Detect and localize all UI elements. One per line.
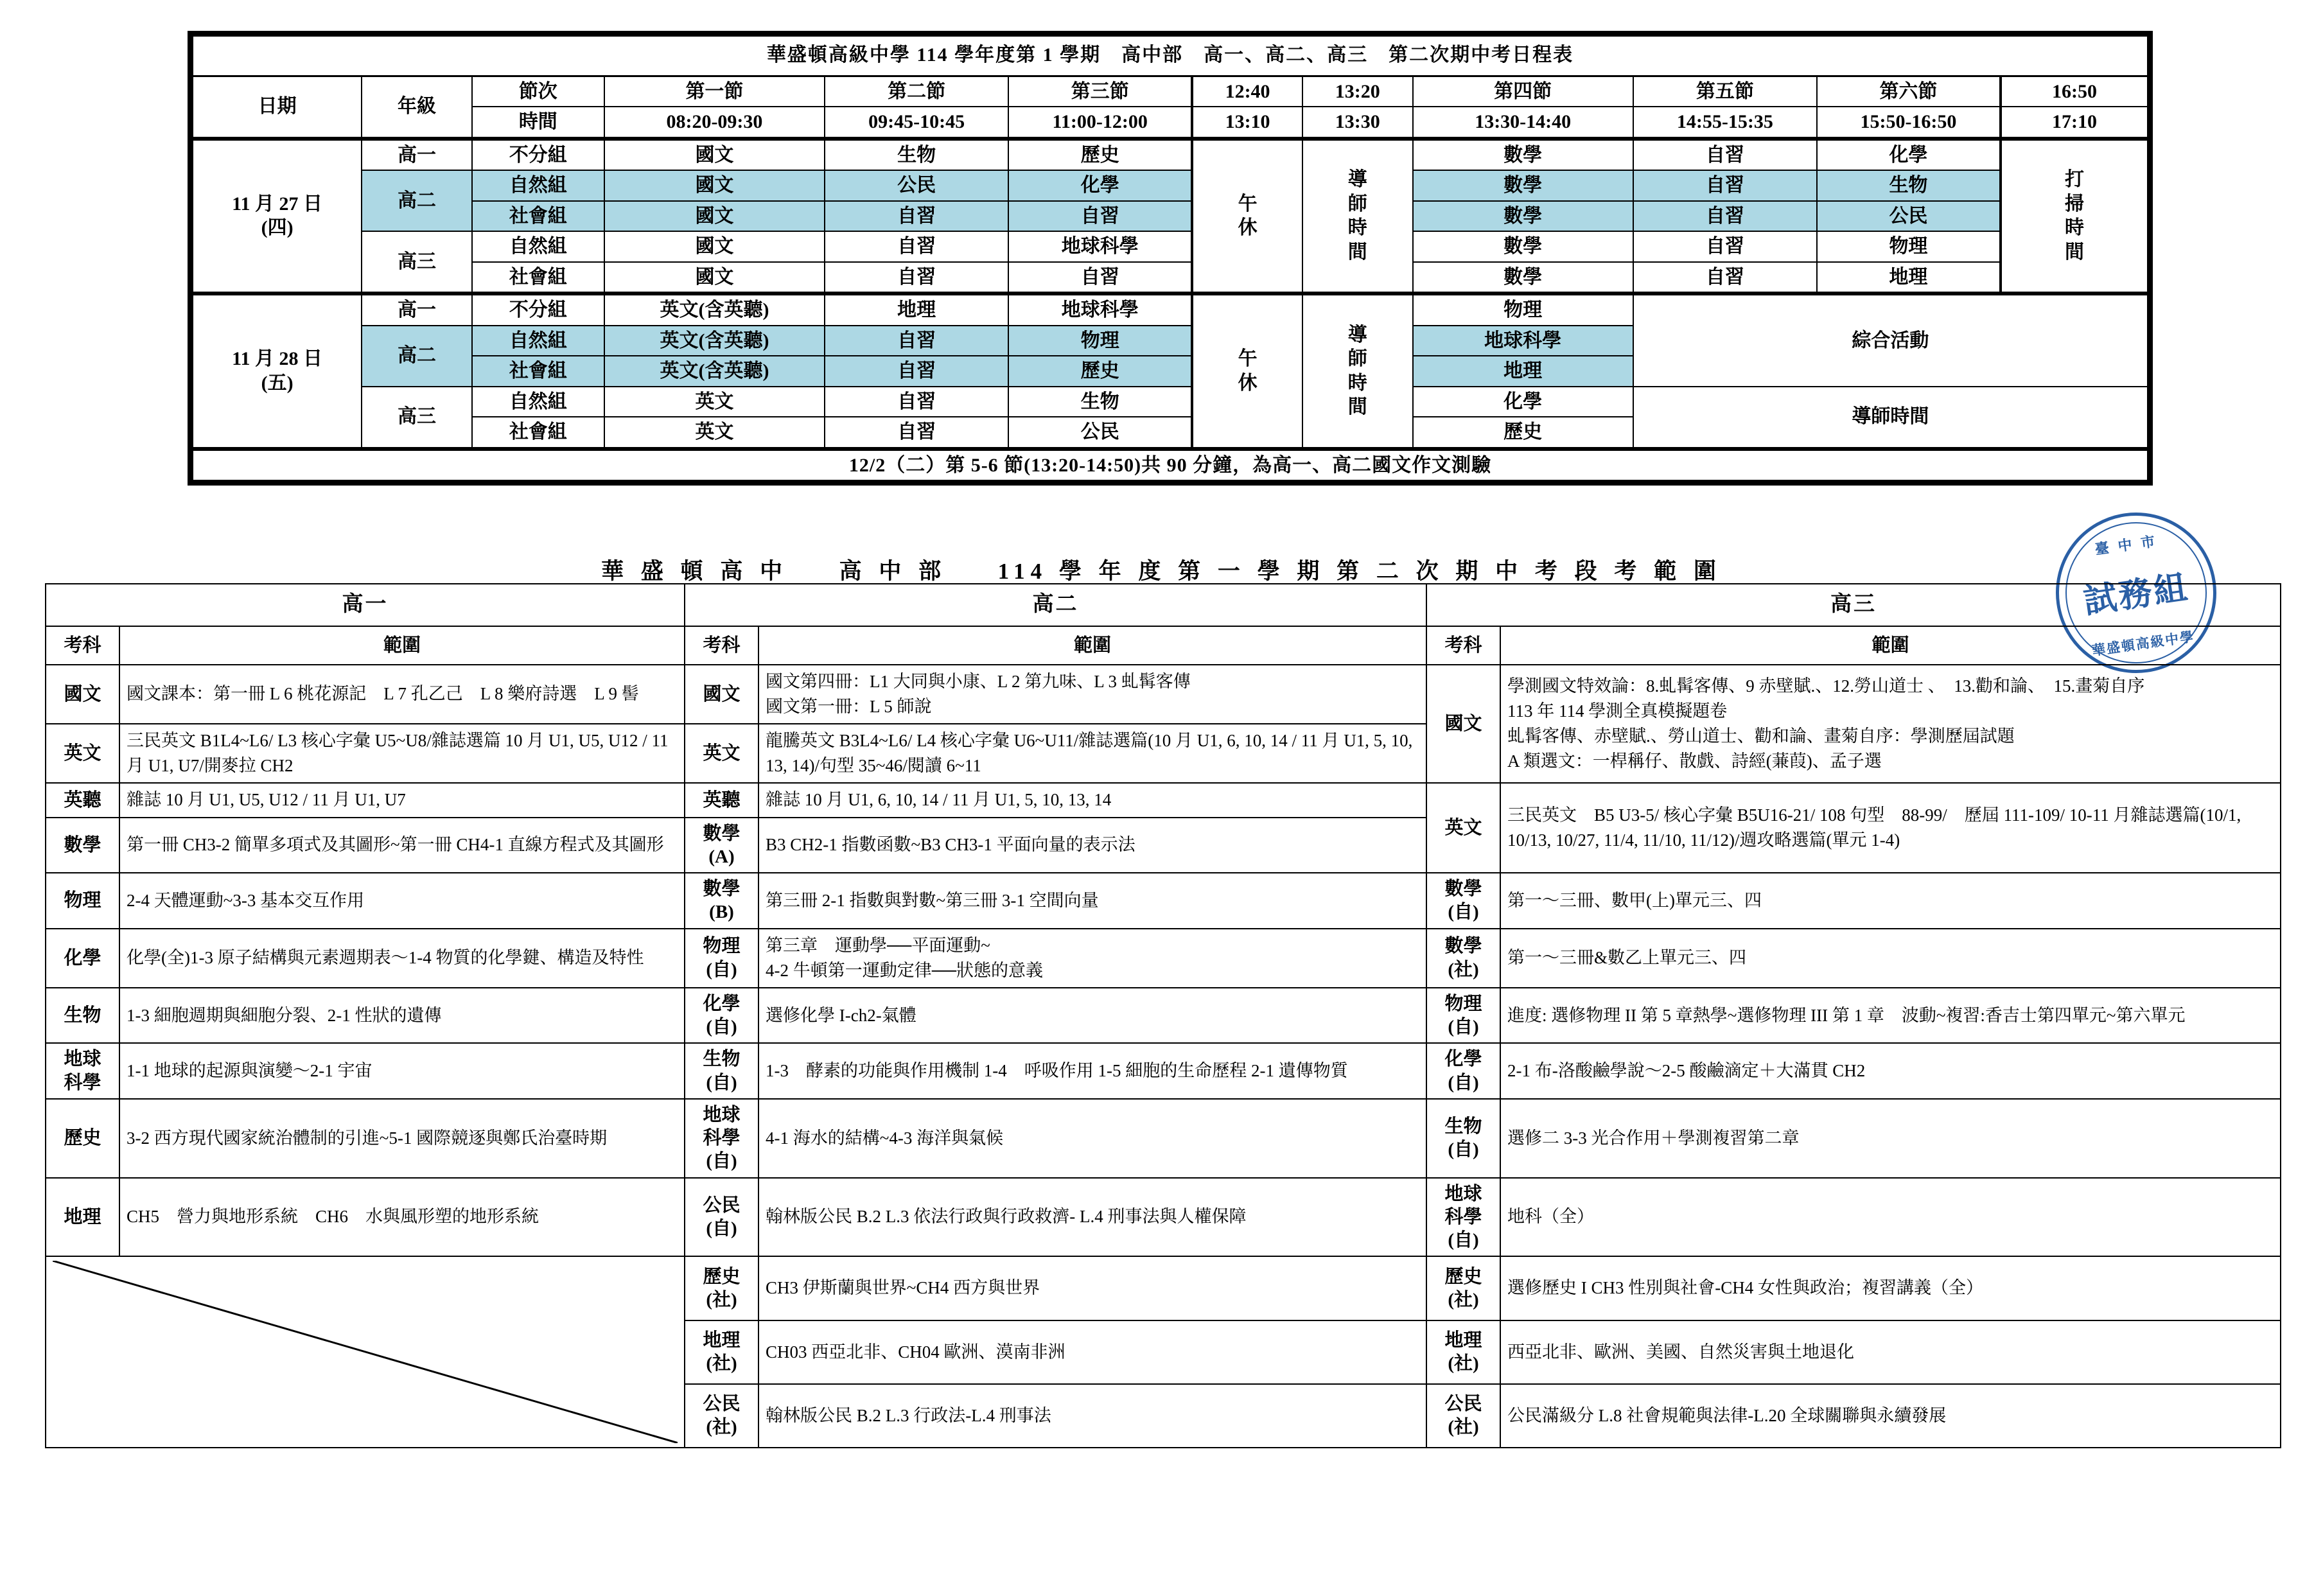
table-row xyxy=(46,783,2281,817)
g2-subject-9-l2: (自) xyxy=(706,1218,737,1239)
g1-range-0: 國文課本：第一冊 L 6 桃花源記 L 7 孔乙己 L 8 樂府詩選 L 9 髻 xyxy=(119,665,685,724)
day1-cleanup: 打 掃 時 間 xyxy=(2001,139,2148,294)
g2-subject-5-l1: 物理 xyxy=(703,936,741,957)
g3-range-10: 公民滿級分 L.8 社會規範與法律-L.20 全球關聯與永續發展 xyxy=(1500,1384,2281,1448)
day1-r0-p2: 生物 xyxy=(825,139,1008,171)
g1-empty-diagonal-cell xyxy=(46,1256,685,1448)
scope-col-subject-2: 考科 xyxy=(685,626,758,665)
g2-range-7: 1-3 酵素的功能與作用機制 1-4 呼吸作用 1-5 細胞的生命歷程 2-1 遺傳物質 xyxy=(758,1043,1426,1099)
header-cleanup-start: 16:50 xyxy=(2001,76,2148,107)
g2-subject-7-l2: (自) xyxy=(706,1072,737,1093)
g1-range-8: 3-2 西方現代國家統治體制的引進~5-1 國際競逐與鄭氏治臺時期 xyxy=(119,1099,685,1178)
g1-subject-6: 生物 xyxy=(46,988,119,1044)
scope-col-range-3: 範圍 xyxy=(1500,626,2281,665)
g3-subject-8-l2: (社) xyxy=(1448,1289,1479,1310)
g2-range-2: 雜誌 10 月 U1, 6, 10, 14 / 11 月 U1, 5, 10, 13, 14 xyxy=(758,783,1426,817)
day1-r1-p4: 數學 xyxy=(1413,170,1633,201)
g2-subject-7 xyxy=(685,1043,758,1099)
scope-table xyxy=(45,583,2281,1448)
g3-subject-2-l2: (自) xyxy=(1448,902,1479,923)
day1-r2-p4: 數學 xyxy=(1413,201,1633,232)
header-period-3: 第三節 xyxy=(1008,76,1192,107)
day1-r1-group: 自然組 xyxy=(472,170,604,201)
day2-r1-p1: 英文(含英聽) xyxy=(604,326,825,356)
header-time-5: 14:55-15:35 xyxy=(1633,107,1817,139)
g2-subject-12-l1: 公民 xyxy=(703,1394,741,1415)
day2-r4-p1: 英文 xyxy=(604,417,825,449)
g3-subject-0: 國文 xyxy=(1426,665,1500,784)
header-time-3: 11:00-12:00 xyxy=(1008,107,1192,139)
day2-r0-grade: 高一 xyxy=(362,294,472,326)
g2-subject-11-l1: 地理 xyxy=(703,1329,741,1351)
g1-subject-9: 地理 xyxy=(46,1178,119,1257)
header-grade: 年級 xyxy=(362,76,472,139)
day2-r2-p1: 英文(含英聽) xyxy=(604,356,825,387)
g1-subject-3: 數學 xyxy=(46,818,119,873)
g2-subject-10 xyxy=(685,1256,758,1320)
day2-r1-grade: 高二 xyxy=(362,326,472,387)
g3-subject-6-l2: (自) xyxy=(1448,1139,1479,1161)
g1-subject-8: 歷史 xyxy=(46,1099,119,1178)
day1-r3-p1: 國文 xyxy=(604,231,825,262)
g3-subject-5 xyxy=(1426,1043,1500,1099)
header-time-label: 時間 xyxy=(472,107,604,139)
g1-range-5: 化學(全)1-3 原子結構與元素週期表～1-4 物質的化學鍵、構造及特性 xyxy=(119,929,685,988)
day2-r3-p4: 化學 xyxy=(1413,387,1633,417)
seal-bottom-text: 華盛頓高級中學 xyxy=(2091,629,2196,659)
g2-subject-4-l2: (B) xyxy=(709,902,734,923)
table-row xyxy=(193,387,2148,417)
day1-r0-p4: 數學 xyxy=(1413,139,1633,171)
g2-subject-9-l1: 公民 xyxy=(703,1195,741,1216)
g2-range-8: 4-1 海水的結構~4-3 海洋與氣候 xyxy=(758,1099,1426,1178)
day1-r2-p6: 公民 xyxy=(1817,201,2001,232)
table-row xyxy=(46,1256,2281,1320)
g2-subject-6 xyxy=(685,988,758,1044)
g2-subject-11-l2: (社) xyxy=(706,1353,737,1374)
g3-subject-7 xyxy=(1426,1178,1500,1257)
g1-range-1: 三民英文 B1L4~L6/ L3 核心字彙 U5~U8/雜誌選篇 10 月 U1, U5, U12 / 11 月 U1, U7/開麥拉 CH2 xyxy=(119,724,685,783)
scope-grade-header-row xyxy=(46,584,2281,626)
day1-r4-p6: 地理 xyxy=(1817,262,2001,294)
table-row xyxy=(193,231,2148,262)
g2-subject-8-l3: (自) xyxy=(706,1151,737,1172)
day2-r0-p3: 地球科學 xyxy=(1008,294,1192,326)
table-row xyxy=(46,1099,2281,1178)
day2-r4-p2: 自習 xyxy=(825,417,1008,449)
g3-range-3: 第一～三冊&數乙上單元三、四 xyxy=(1500,929,2281,988)
day2-homeroom: 導 師 時 間 xyxy=(1302,294,1413,449)
g2-subject-4 xyxy=(685,873,758,929)
scope-grade-2: 高二 xyxy=(685,584,1426,626)
g3-range-6: 選修二 3-3 光合作用＋學測複習第二章 xyxy=(1500,1099,2281,1178)
day2-r2-p2: 自習 xyxy=(825,356,1008,387)
g2-subject-5 xyxy=(685,929,758,988)
day2-r2-p4: 地理 xyxy=(1413,356,1633,387)
day2-r1-group: 自然組 xyxy=(472,326,604,356)
table-row xyxy=(46,665,2281,724)
g1-subject-0: 國文 xyxy=(46,665,119,724)
day1-r4-p3: 自習 xyxy=(1008,262,1192,294)
g2-range-10: CH3 伊斯蘭與世界~CH4 西方與世界 xyxy=(758,1256,1426,1320)
g3-subject-3-l1: 數學 xyxy=(1444,936,1482,957)
day2-r1-p2: 自習 xyxy=(825,326,1008,356)
day2-r4-p4: 歷史 xyxy=(1413,417,1633,449)
g2-range-3: B3 CH2-1 指數函數~B3 CH3-1 平面向量的表示法 xyxy=(758,818,1426,873)
day1-date-line2: (四) xyxy=(261,217,294,239)
g3-subject-6 xyxy=(1426,1099,1500,1178)
g1-subject-4: 物理 xyxy=(46,873,119,929)
day2-r4-group: 社會組 xyxy=(472,417,604,449)
day1-r1-p1: 國文 xyxy=(604,170,825,201)
g2-subject-3 xyxy=(685,818,758,873)
g3-subject-8-l1: 歷史 xyxy=(1444,1266,1482,1287)
header-homeroom-end: 13:30 xyxy=(1302,107,1413,139)
day2-r0-p2: 地理 xyxy=(825,294,1008,326)
g3-subject-5-l2: (自) xyxy=(1448,1072,1479,1093)
g1-range-7: 1-1 地球的起源與演變～2-1 宇宙 xyxy=(119,1043,685,1099)
schedule-footnote: 12/2（二）第 5-6 節(13:20-14:50)共 90 分鐘，為高一、高二國文作文測驗 xyxy=(193,449,2148,481)
day2-afternoon-1: 綜合活動 xyxy=(1633,294,2148,387)
header-time-6: 15:50-16:50 xyxy=(1817,107,2001,139)
g3-subject-10-l1: 公民 xyxy=(1444,1394,1482,1415)
day1-r1-grade: 高二 xyxy=(362,170,472,231)
scope-column-header-row xyxy=(46,626,2281,665)
seal-center-text: 試務組 xyxy=(2081,569,2192,621)
schedule-title: 華盛頓高級中學 114 學年度第 1 學期 高中部 高一、高二、高三 第二次期中考日程表 xyxy=(193,36,2148,76)
g2-subject-10-l1: 歷史 xyxy=(703,1266,741,1287)
g2-subject-3-l1: 數學 xyxy=(703,823,741,844)
day2-r2-group: 社會組 xyxy=(472,356,604,387)
g3-subject-9 xyxy=(1426,1320,1500,1384)
g2-subject-5-l2: (自) xyxy=(706,959,737,980)
scope-col-subject-3: 考科 xyxy=(1426,626,1500,665)
day1-date-line1: 11 月 27 日 xyxy=(232,193,323,215)
header-period-1: 第一節 xyxy=(604,76,825,107)
g2-subject-8-l2: 科學 xyxy=(703,1128,741,1149)
day2-r3-p2: 自習 xyxy=(825,387,1008,417)
day2-r0-p1: 英文(含英聽) xyxy=(604,294,825,326)
g1-subject-1: 英文 xyxy=(46,724,119,783)
g2-subject-9 xyxy=(685,1178,758,1257)
day1-date xyxy=(193,139,362,294)
g1-subject-5: 化學 xyxy=(46,929,119,988)
day1-r4-group: 社會組 xyxy=(472,262,604,294)
g3-subject-9-l2: (社) xyxy=(1448,1353,1479,1374)
g3-subject-10 xyxy=(1426,1384,1500,1448)
g3-subject-8 xyxy=(1426,1256,1500,1320)
g3-subject-2 xyxy=(1426,873,1500,929)
table-row xyxy=(46,1043,2281,1099)
g3-subject-7-l2: 科學 xyxy=(1444,1206,1482,1227)
g3-subject-9-l1: 地理 xyxy=(1444,1329,1482,1351)
day1-r0-group: 不分組 xyxy=(472,139,604,171)
day2-r0-p4: 物理 xyxy=(1413,294,1633,326)
day1-r2-p3: 自習 xyxy=(1008,201,1192,232)
header-time-1: 08:20-09:30 xyxy=(604,107,825,139)
g2-range-9: 翰林版公民 B.2 L.3 依法行政與行政救濟- L.4 刑事法與人權保障 xyxy=(758,1178,1426,1257)
day1-homeroom: 導 師 時 間 xyxy=(1302,139,1413,294)
day1-r2-p2: 自習 xyxy=(825,201,1008,232)
day2-r2-p3: 歷史 xyxy=(1008,356,1192,387)
g3-subject-1: 英文 xyxy=(1426,783,1500,873)
g3-subject-7-l1: 地球 xyxy=(1444,1183,1482,1204)
day1-r3-group: 自然組 xyxy=(472,231,604,262)
g2-subject-0: 國文 xyxy=(685,665,758,724)
day1-r1-p3: 化學 xyxy=(1008,170,1192,201)
g2-subject-7-l1: 生物 xyxy=(703,1049,741,1070)
header-lunch-end: 13:10 xyxy=(1192,107,1302,139)
header-period-label: 節次 xyxy=(472,76,604,107)
scope-col-subject-1: 考科 xyxy=(46,626,119,665)
g2-subject-3-l2: (A) xyxy=(708,846,735,867)
g3-range-9: 西亞北非、歐洲、美國、自然災害與土地退化 xyxy=(1500,1320,2281,1384)
day1-r4-p5: 自習 xyxy=(1633,262,1817,294)
day2-r3-p1: 英文 xyxy=(604,387,825,417)
day1-r1-p6: 生物 xyxy=(1817,170,2001,201)
g2-subject-12-l2: (社) xyxy=(706,1417,737,1438)
day2-r0-group: 不分組 xyxy=(472,294,604,326)
day1-r3-p2: 自習 xyxy=(825,231,1008,262)
header-cleanup-end: 17:10 xyxy=(2001,107,2148,139)
g3-subject-4 xyxy=(1426,988,1500,1044)
g3-range-5: 2-1 布-洛酸鹼學說～2-5 酸鹼滴定＋大滿貫 CH2 xyxy=(1500,1043,2281,1099)
g1-subject-7-l2: 科學 xyxy=(64,1072,101,1093)
day1-r4-p1: 國文 xyxy=(604,262,825,294)
g2-subject-4-l1: 數學 xyxy=(703,879,741,900)
g3-range-0: 學測國文特效論：8.虬髯客傳、9 赤壁賦.、12.勞山道士 、 13.勸和論、 15.畫菊自序 113 年 114 學測全真模擬題卷 虬髯客傳、赤壁賦.、勞山道士、勸和論、畫菊自序：學測歷屆試題 A 類選文：一桿稱仔、散戲、詩經(蒹葭)、孟子選 xyxy=(1500,665,2281,784)
g1-subject-7 xyxy=(46,1043,119,1099)
day1-r0-grade: 高一 xyxy=(362,139,472,171)
g3-range-8: 選修歷史 I CH3 性別與社會-CH4 女性與政治；複習講義（全） xyxy=(1500,1256,2281,1320)
day1-r4-p2: 自習 xyxy=(825,262,1008,294)
scope-col-range-1: 範圍 xyxy=(119,626,685,665)
g3-subject-3-l2: (社) xyxy=(1448,959,1479,980)
g3-range-2: 第一～三冊、數甲(上)單元三、四 xyxy=(1500,873,2281,929)
scope-grade-1: 高一 xyxy=(46,584,685,626)
g1-subject-2: 英聽 xyxy=(46,783,119,817)
day2-afternoon-2: 導師時間 xyxy=(1633,387,2148,449)
table-row xyxy=(193,294,2148,326)
schedule-table xyxy=(192,35,2148,481)
day1-r0-p3: 歷史 xyxy=(1008,139,1192,171)
g2-subject-10-l2: (社) xyxy=(706,1289,737,1310)
day1-r3-p4: 數學 xyxy=(1413,231,1633,262)
g2-range-11: CH03 西亞北非、CH04 歐洲、漠南非洲 xyxy=(758,1320,1426,1384)
scope-grade-3: 高三 xyxy=(1426,584,2281,626)
table-row xyxy=(193,170,2148,201)
g2-subject-8-l1: 地球 xyxy=(703,1104,741,1125)
g2-subject-11 xyxy=(685,1320,758,1384)
g1-range-6: 1-3 細胞週期與細胞分裂、2-1 性狀的遺傳 xyxy=(119,988,685,1044)
g3-subject-2-l1: 數學 xyxy=(1444,879,1482,900)
day2-r4-p3: 公民 xyxy=(1008,417,1192,449)
day1-r1-p5: 自習 xyxy=(1633,170,1817,201)
day1-lunch: 午 休 xyxy=(1192,139,1302,294)
seal-top-text: 臺中市 xyxy=(2094,532,2165,558)
diagonal-line-icon xyxy=(53,1261,678,1443)
header-date: 日期 xyxy=(193,76,362,139)
g1-range-9: CH5 營力與地形系統 CH6 水與風形塑的地形系統 xyxy=(119,1178,685,1257)
day1-r2-p5: 自習 xyxy=(1633,201,1817,232)
g3-subject-5-l1: 化學 xyxy=(1444,1049,1482,1070)
schedule-footnote-row xyxy=(193,449,2148,481)
g2-subject-1: 英文 xyxy=(685,724,758,783)
g2-range-6: 選修化學 I-ch2-氣體 xyxy=(758,988,1426,1044)
g2-subject-8 xyxy=(685,1099,758,1178)
day2-r3-grade: 高三 xyxy=(362,387,472,449)
table-row xyxy=(46,988,2281,1044)
day1-r2-group: 社會組 xyxy=(472,201,604,232)
day2-r3-group: 自然組 xyxy=(472,387,604,417)
day1-r3-grade: 高三 xyxy=(362,231,472,294)
scope-col-range-2: 範圍 xyxy=(758,626,1426,665)
exam-schedule-table xyxy=(188,31,2153,486)
exam-scope-table xyxy=(45,583,2280,1448)
table-row xyxy=(193,201,2148,232)
day2-r1-p4: 地球科學 xyxy=(1413,326,1633,356)
table-row xyxy=(193,139,2148,171)
header-time-4: 13:30-14:40 xyxy=(1413,107,1633,139)
day1-r3-p6: 物理 xyxy=(1817,231,2001,262)
header-lunch-start: 12:40 xyxy=(1192,76,1302,107)
header-period-2: 第二節 xyxy=(825,76,1008,107)
header-homeroom-start: 13:20 xyxy=(1302,76,1413,107)
g2-range-0: 國文第四冊：L1 大同與小康、L 2 第九味、L 3 虬髯客傳 國文第一冊：L 5 師說 xyxy=(758,665,1426,724)
table-row xyxy=(46,873,2281,929)
header-period-6: 第六節 xyxy=(1817,76,2001,107)
g1-subject-7-l1: 地球 xyxy=(64,1049,101,1070)
g3-subject-7-l3: (自) xyxy=(1448,1230,1479,1251)
day1-r3-p3: 地球科學 xyxy=(1008,231,1192,262)
table-row xyxy=(46,1178,2281,1257)
header-period-5: 第五節 xyxy=(1633,76,1817,107)
g3-subject-10-l2: (社) xyxy=(1448,1417,1479,1438)
day1-r0-p5: 自習 xyxy=(1633,139,1817,171)
day1-r4-p4: 數學 xyxy=(1413,262,1633,294)
day1-r2-p1: 國文 xyxy=(604,201,825,232)
g3-subject-6-l1: 生物 xyxy=(1444,1116,1482,1137)
scope-section-title: 華 盛 頓 高 中 高 中 部 114 學 年 度 第 一 學 期 第 二 次 期 中 考 段 考 範 圍 xyxy=(601,559,1722,584)
header-time-2: 09:45-10:45 xyxy=(825,107,1008,139)
day2-date xyxy=(193,294,362,449)
g3-subject-3 xyxy=(1426,929,1500,988)
g1-range-4: 2-4 天體運動~3-3 基本交互作用 xyxy=(119,873,685,929)
g2-subject-6-l1: 化學 xyxy=(703,993,741,1014)
g2-range-4: 第三冊 2-1 指數與對數~第三冊 3-1 空間向量 xyxy=(758,873,1426,929)
day1-r0-p6: 化學 xyxy=(1817,139,2001,171)
header-period-4: 第四節 xyxy=(1413,76,1633,107)
g2-subject-2: 英聽 xyxy=(685,783,758,817)
g2-subject-12 xyxy=(685,1384,758,1448)
day2-r1-p3: 物理 xyxy=(1008,326,1192,356)
table-row xyxy=(193,262,2148,294)
day1-r1-p2: 公民 xyxy=(825,170,1008,201)
table-row xyxy=(46,929,2281,988)
g2-range-12: 翰林版公民 B.2 L.3 行政法-L.4 刑事法 xyxy=(758,1384,1426,1448)
g3-range-4: 進度: 選修物理 II 第 5 章熱學~選修物理 III 第 1 章 波動~複習:香吉士第四單元~第六單元 xyxy=(1500,988,2281,1044)
g2-range-5: 第三章 運動學──平面運動~ 4-2 牛頓第一運動定律──狀態的意義 xyxy=(758,929,1426,988)
g1-range-3: 第一冊 CH3-2 簡單多項式及其圖形~第一冊 CH4-1 直線方程式及其圖形 xyxy=(119,818,685,873)
g2-subject-6-l2: (自) xyxy=(706,1017,737,1038)
day2-date-line1: 11 月 28 日 xyxy=(232,348,323,370)
day2-r3-p3: 生物 xyxy=(1008,387,1192,417)
day1-r3-p5: 自習 xyxy=(1633,231,1817,262)
g3-range-7: 地科（全） xyxy=(1500,1178,2281,1257)
day2-date-line2: (五) xyxy=(261,372,294,394)
g3-subject-4-l1: 物理 xyxy=(1444,993,1482,1014)
g3-range-1: 三民英文 B5 U3-5/ 核心字彙 B5U16-21/ 108 句型 88-99/ 歷屆 111-109/ 10-11 月雜誌選篇(10/1, 10/13, 10/27, 11/4, 11/10, 11/12)/週攻略選篇(單元 1-4) xyxy=(1500,783,2281,873)
g3-subject-4-l2: (自) xyxy=(1448,1017,1479,1038)
g2-range-1: 龍騰英文 B3L4~L6/ L4 核心字彙 U6~U11/雜誌選篇(10 月 U1, 6, 10, 14 / 11 月 U1, 5, 10, 13, 14)/句型 35~46/閱讀 6~11 xyxy=(758,724,1426,783)
g1-range-2: 雜誌 10 月 U1, U5, U12 / 11 月 U1, U7 xyxy=(119,783,685,817)
day2-lunch: 午 休 xyxy=(1192,294,1302,449)
day1-r0-p1: 國文 xyxy=(604,139,825,171)
